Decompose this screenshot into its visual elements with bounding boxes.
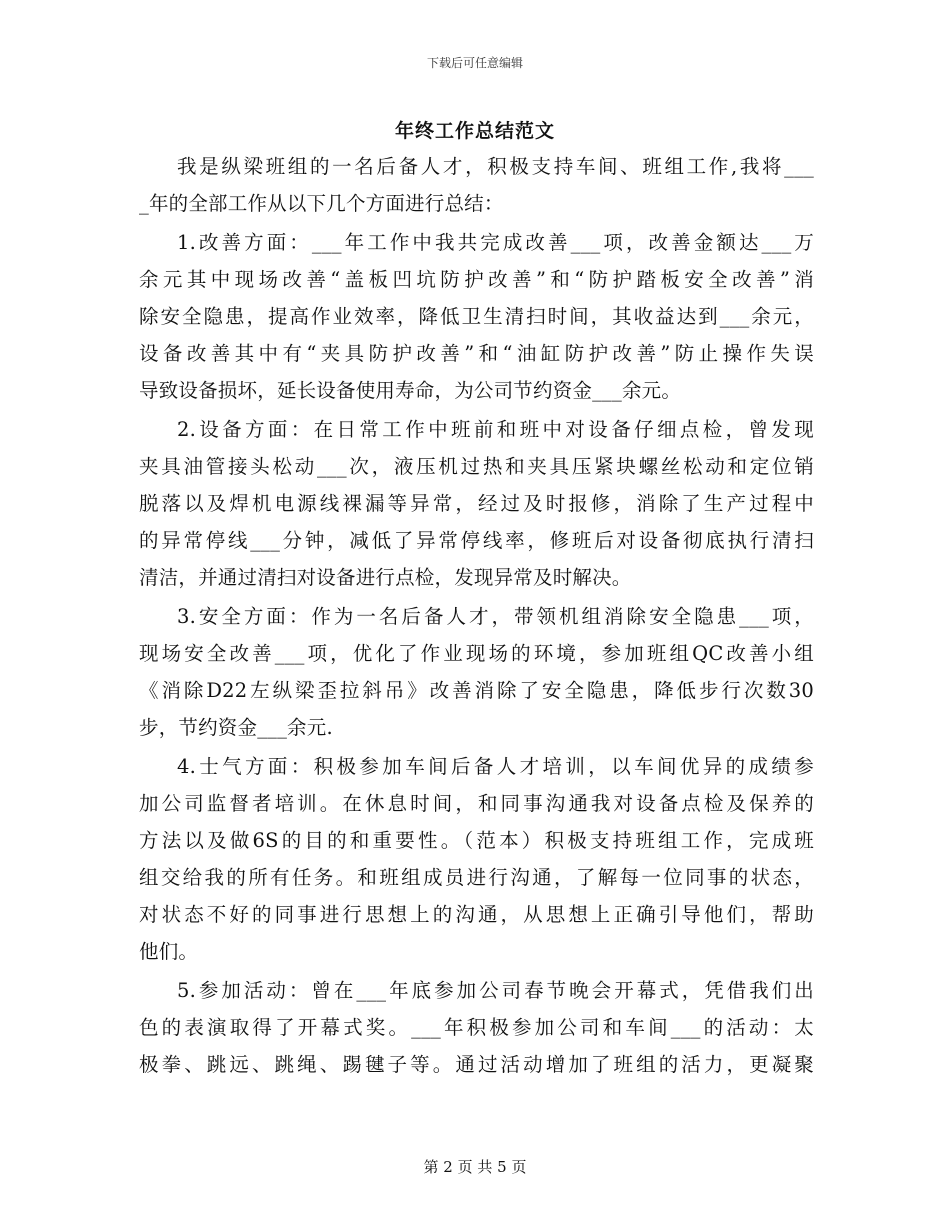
paragraph-line: 的异常停线___分钟，减低了异常停线率，修班后对设备彻底执行清扫 <box>139 529 814 552</box>
paragraph-line: 方法以及做6S的目的和重要性。（范本）积极支持班组工作，完成班 <box>139 829 814 852</box>
paragraph-line: _年的全部工作从以下几个方面进行总结： <box>139 192 504 215</box>
paragraph-line: 他们。 <box>139 940 199 963</box>
paragraph-line: 对状态不好的同事进行思想上的沟通，从思想上正确引导他们，帮助 <box>139 903 814 926</box>
paragraph-line: 设备改善其中有“夹具防护改善”和“油缸防护改善”防止操作失误 <box>139 342 814 365</box>
paragraph-line: 4.士气方面：积极参加车间后备人才培训，以车间优异的成绩参 <box>177 755 814 778</box>
paragraph-line: 余元其中现场改善“盖板凹坑防护改善”和“防护踏板安全改善”消 <box>139 268 814 291</box>
paragraph-line: 除安全隐患，提高作业效率，降低卫生清扫时间，其收益达到___余元， <box>139 305 814 328</box>
document-title: 年终工作总结范文 <box>394 120 555 142</box>
paragraph-line: 2.设备方面：在日常工作中班前和班中对设备仔细点检，曾发现 <box>177 418 814 441</box>
paragraph-line: 《消除D22左纵梁歪拉斜吊》改善消除了安全隐患，降低步行次数30 <box>139 679 814 702</box>
page-indicator: 第 2 页 共 5 页 <box>423 1158 527 1176</box>
paragraph-line: 夹具油管接头松动___次，液压机过热和夹具压紧块螺丝松动和定位销 <box>139 455 814 478</box>
paragraph-line: 清洁，并通过清扫对设备进行点检，发现异常及时解决。 <box>139 566 632 589</box>
paragraph-line: 极拳、跳远、跳绳、踢毽子等。通过活动增加了班组的活力，更凝聚 <box>139 1053 814 1076</box>
paragraph-line: 我是纵梁班组的一名后备人才，积极支持车间、班组工作,我将___ <box>177 155 814 178</box>
document-body <box>139 148 814 1083</box>
paragraph-line: 3.安全方面：作为一名后备人才，带领机组消除安全隐患___项， <box>177 605 814 628</box>
paragraph-line: 1.改善方面：___年工作中我共完成改善___项，改善金额达___万 <box>177 231 814 254</box>
paragraph-line: 色的表演取得了开幕式奖。___年积极参加公司和车间___的活动：太 <box>139 1016 814 1039</box>
paragraph-line: 导致设备损坏，延长设备使用寿命，为公司节约资金___余元。 <box>139 379 682 402</box>
paragraph-line: 现场安全改善___项，优化了作业现场的环境，参加班组QC改善小组 <box>139 642 814 665</box>
header-note: 下载后可任意编辑 <box>426 56 523 70</box>
paragraph-line: 步，节约资金___余元. <box>139 716 333 739</box>
paragraph-line: 脱落以及焊机电源线裸漏等异常，经过及时报修，消除了生产过程中 <box>139 492 814 515</box>
paragraph-line: 5.参加活动：曾在___年底参加公司春节晚会开幕式，凭借我们出 <box>177 979 814 1002</box>
paragraph-line: 加公司监督者培训。在休息时间，和同事沟通我对设备点检及保养的 <box>139 792 814 815</box>
paragraph-line: 组交给我的所有任务。和班组成员进行沟通，了解每一位同事的状态， <box>139 866 814 889</box>
